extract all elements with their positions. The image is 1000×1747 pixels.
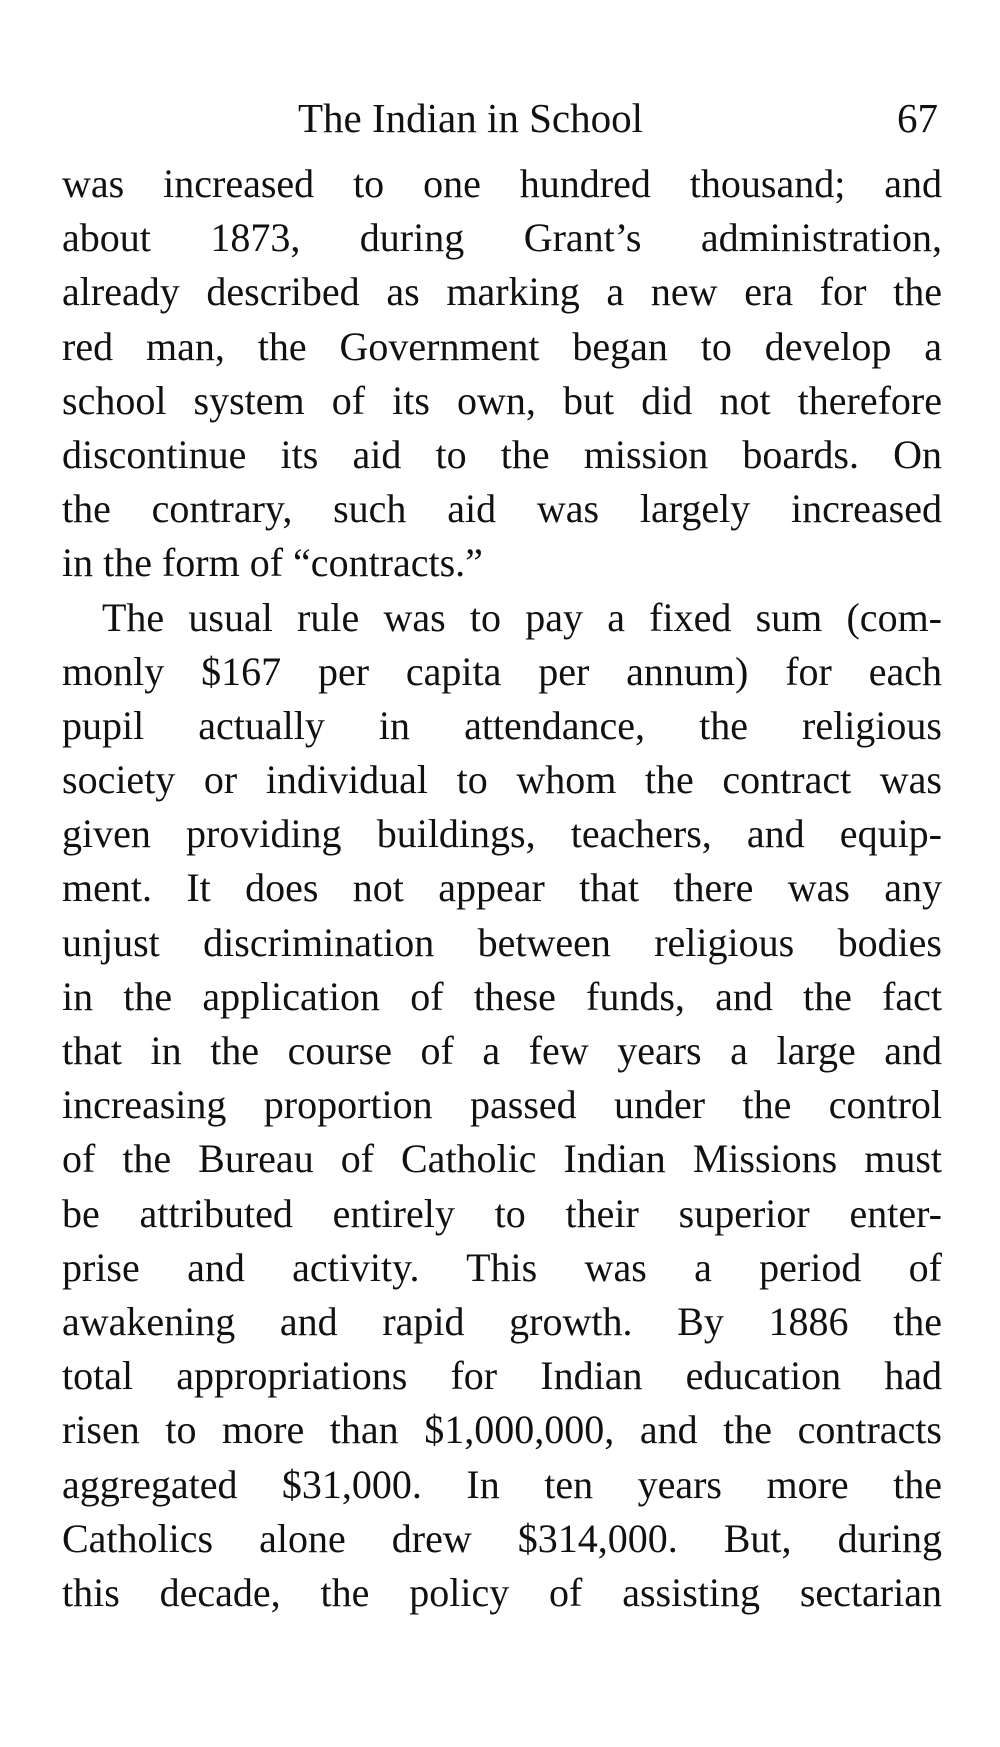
text-line: school system of its own, but did not therefore bbox=[62, 377, 942, 423]
running-title: The Indian in School bbox=[298, 95, 644, 141]
text-line: this decade, the policy of assisting sectarian bbox=[62, 1569, 942, 1615]
text-line: that in the course of a few years a large and bbox=[62, 1028, 942, 1073]
text-line: awakening and rapid growth. By 1886 the bbox=[62, 1298, 942, 1344]
text-line: about 1873, during Grant’s administration, bbox=[62, 215, 942, 261]
text-line: ment. It does not appear that there was any bbox=[62, 865, 942, 911]
text-line: monly $167 per capita per annum) for each bbox=[62, 648, 942, 694]
text-line: be attributed entirely to their superior enter- bbox=[62, 1190, 942, 1236]
body-text bbox=[62, 157, 942, 1620]
text-line: red man, the Government began to develop a bbox=[62, 323, 942, 369]
paragraph bbox=[62, 157, 942, 591]
text-line: unjust discrimination between religious bodies bbox=[62, 919, 942, 965]
text-line: in the form of “contracts.” bbox=[62, 540, 483, 586]
page-number: 67 bbox=[897, 95, 938, 141]
text-line: Catholics alone drew $314,000. But, during bbox=[62, 1515, 942, 1561]
text-line: the contrary, such aid was largely increased bbox=[62, 486, 942, 532]
text-line: The usual rule was to pay a fixed sum (com- bbox=[102, 594, 942, 640]
text-line: total appropriations for Indian education had bbox=[62, 1353, 942, 1399]
text-line: prise and activity. This was a period of bbox=[62, 1244, 942, 1290]
paragraph bbox=[62, 591, 942, 1621]
text-line: discontinue its aid to the mission boards. On bbox=[62, 431, 942, 477]
text-line: society or individual to whom the contract was bbox=[62, 757, 942, 803]
text-line: was increased to one hundred thousand; and bbox=[62, 161, 942, 206]
text-line: increasing proportion passed under the control bbox=[62, 1082, 942, 1128]
text-line: given providing buildings, teachers, and equip- bbox=[62, 811, 942, 857]
text-line: in the application of these funds, and the fact bbox=[62, 973, 942, 1019]
text-line: risen to more than $1,000,000, and the contracts bbox=[62, 1407, 942, 1453]
text-line: already described as marking a new era for the bbox=[62, 269, 942, 315]
text-line: of the Bureau of Catholic Indian Missions must bbox=[62, 1136, 942, 1182]
running-header bbox=[0, 88, 1000, 148]
text-line: aggregated $31,000. In ten years more the bbox=[62, 1461, 942, 1507]
text-line: pupil actually in attendance, the religious bbox=[62, 702, 942, 748]
